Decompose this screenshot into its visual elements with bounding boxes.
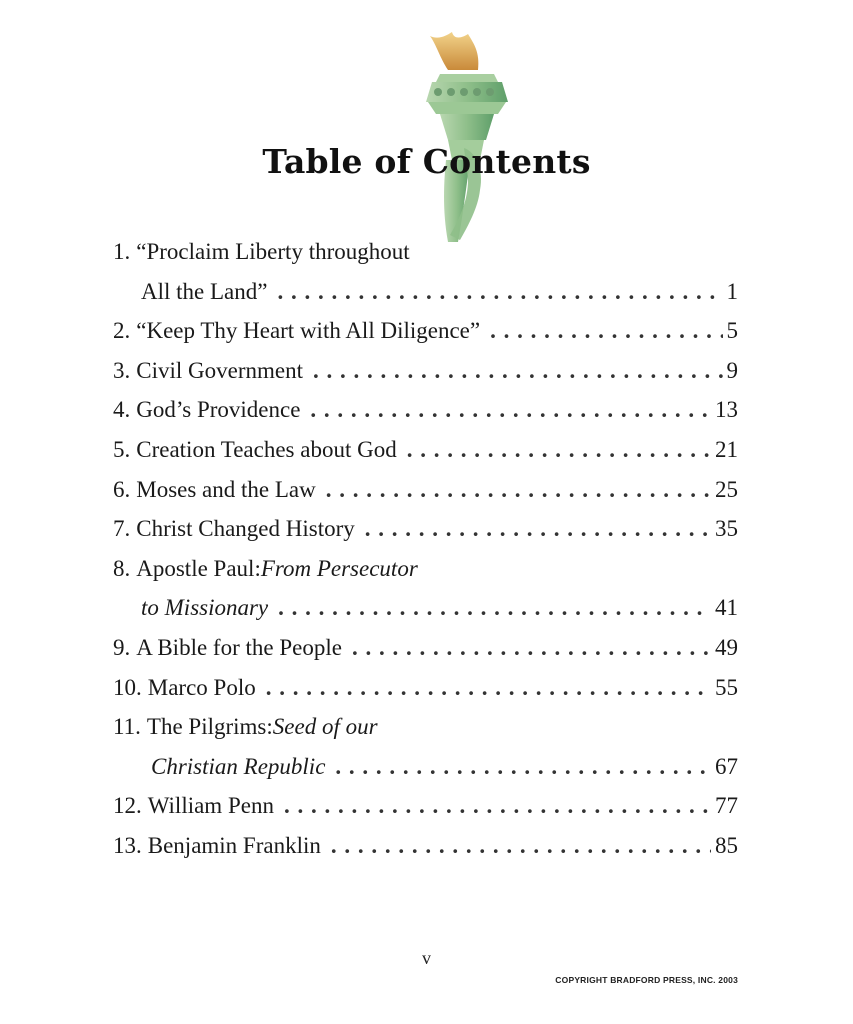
- toc-entry-title: Creation Teaches about God: [136, 436, 397, 462]
- toc-entry-page: 9: [726, 357, 738, 383]
- toc-entry[interactable]: [113, 668, 738, 708]
- toc-entry-title: “Keep Thy Heart with All Diligence”: [136, 318, 481, 344]
- toc-entry-number: 8.: [113, 555, 131, 581]
- toc-entry[interactable]: [113, 390, 738, 430]
- toc-entry-number: 6.: [113, 476, 131, 502]
- toc-entry-title: Christ Changed History: [136, 516, 355, 542]
- toc-entry-line: [113, 747, 738, 787]
- toc-entry-page: 25: [715, 476, 738, 502]
- dot-leader: [310, 390, 711, 430]
- toc-entry-number: 1.: [113, 239, 131, 264]
- toc-entry-title: Benjamin Franklin: [147, 832, 321, 858]
- toc-entry-number: 11.: [113, 714, 141, 740]
- toc-entry-number: 3.: [113, 357, 131, 383]
- dot-leader: [365, 509, 711, 549]
- torch-icon: [418, 30, 528, 245]
- toc-entry-number: 9.: [113, 634, 131, 660]
- toc-entry-line: [113, 668, 738, 708]
- toc-entry-title: Apostle Paul:: [136, 555, 261, 581]
- toc-entry[interactable]: [113, 430, 738, 470]
- toc-entry-title: “Proclaim Liberty throughout: [136, 239, 410, 264]
- toc-entry-line: [113, 549, 738, 589]
- toc-entry-page: 67: [715, 753, 738, 779]
- toc-entry-subtitle: Seed of our: [272, 714, 378, 740]
- toc-list: [113, 232, 738, 866]
- dot-leader: [266, 668, 711, 708]
- page-title: Table of Contents: [262, 142, 591, 181]
- toc-entry-title: Marco Polo: [147, 674, 256, 700]
- toc-entry-number: 5.: [113, 436, 131, 462]
- toc-entry-continuation: Christian Republic: [151, 753, 326, 779]
- toc-entry-title: Moses and the Law: [136, 476, 316, 502]
- toc-entry-page: 49: [715, 634, 738, 660]
- toc-entry-title: William Penn: [147, 793, 274, 819]
- page-number: v: [422, 948, 431, 968]
- toc-entry-continuation: to Missionary: [141, 595, 269, 621]
- toc-entry[interactable]: [113, 826, 738, 866]
- copyright-notice: COPYRIGHT BRADFORD PRESS, INC. 2003: [555, 975, 738, 985]
- toc-entry[interactable]: [113, 470, 738, 510]
- dot-leader: [277, 272, 722, 312]
- toc-entry[interactable]: [113, 351, 738, 391]
- toc-entry-title: The Pilgrims:: [146, 714, 273, 740]
- toc-entry-number: 13.: [113, 832, 142, 858]
- dot-leader: [326, 470, 711, 510]
- toc-entry-number: 10.: [113, 674, 142, 700]
- toc-entry[interactable]: [113, 509, 738, 549]
- dot-leader: [278, 588, 711, 628]
- toc-entry-page: 21: [715, 436, 738, 462]
- dot-leader: [284, 786, 711, 826]
- toc-entry-page: 1: [726, 278, 738, 304]
- toc-entry[interactable]: [113, 707, 738, 786]
- dot-leader: [335, 747, 711, 787]
- toc-entry-number: 12.: [113, 793, 142, 819]
- toc-entry-page: 55: [715, 674, 738, 700]
- toc-entry-line: [113, 588, 738, 628]
- toc-entry-line: [113, 430, 738, 470]
- toc-entry[interactable]: [113, 786, 738, 826]
- toc-entry-page: 77: [715, 793, 738, 819]
- dot-leader: [407, 430, 711, 470]
- toc-entry-line: [113, 311, 738, 351]
- toc-entry[interactable]: [113, 549, 738, 628]
- toc-entry-line: [113, 272, 738, 312]
- dot-leader: [313, 351, 723, 391]
- dot-leader: [331, 826, 711, 866]
- toc-entry-page: 13: [715, 397, 738, 423]
- toc-entry-number: 2.: [113, 318, 131, 344]
- toc-entry-line: [113, 351, 738, 391]
- toc-entry-line: [113, 232, 738, 272]
- toc-entry-line: [113, 390, 738, 430]
- toc-entry-number: 4.: [113, 397, 131, 423]
- toc-entry-line: [113, 786, 738, 826]
- toc-entry-line: [113, 470, 738, 510]
- toc-entry[interactable]: [113, 628, 738, 668]
- toc-entry-title: God’s Providence: [136, 397, 301, 423]
- toc-entry-title: Civil Government: [136, 357, 303, 383]
- toc-entry-title: A Bible for the People: [136, 634, 342, 660]
- dot-leader: [352, 628, 711, 668]
- toc-entry-subtitle: From Persecutor: [260, 555, 418, 581]
- toc-entry-line: [113, 628, 738, 668]
- toc-entry-continuation: All the Land”: [141, 278, 268, 304]
- dot-leader: [490, 311, 722, 351]
- toc-entry-page: 35: [715, 516, 738, 542]
- toc-entry-line: [113, 509, 738, 549]
- toc-entry[interactable]: [113, 232, 738, 311]
- toc-entry[interactable]: [113, 311, 738, 351]
- toc-entry-line: [113, 826, 738, 866]
- toc-entry-page: 41: [715, 595, 738, 621]
- toc-entry-number: 7.: [113, 516, 131, 542]
- toc-entry-page: 85: [715, 832, 738, 858]
- toc-entry-page: 5: [726, 318, 738, 344]
- toc-entry-line: [113, 707, 738, 747]
